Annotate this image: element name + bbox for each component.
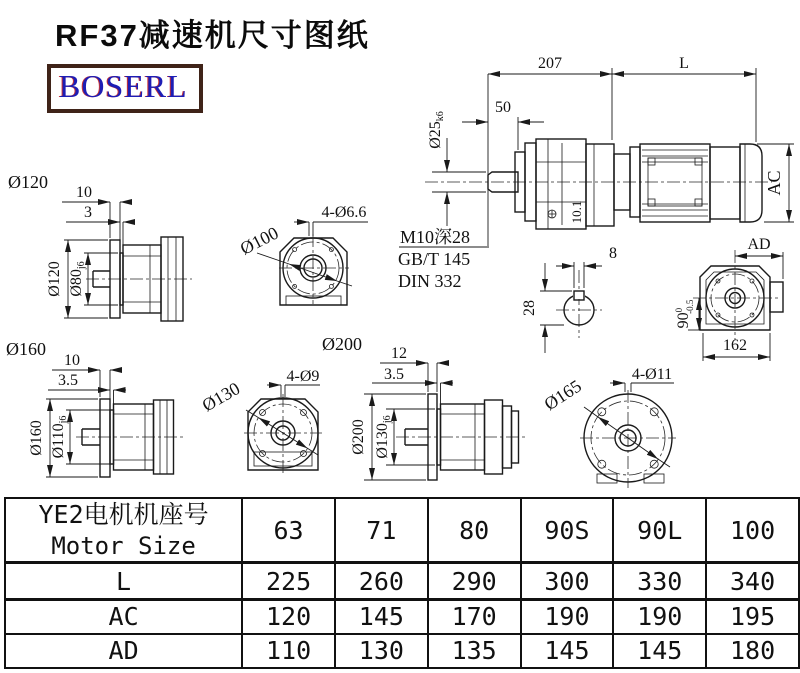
dim-f165-holes: 4-Ø11 bbox=[631, 366, 673, 383]
value-AC-63: 120 bbox=[242, 600, 335, 634]
value-L-90s: 300 bbox=[521, 563, 614, 600]
dim-rear-height-tol-lower: -0.5 bbox=[685, 299, 695, 314]
flange-view-120-side bbox=[8, 172, 192, 321]
dim-f200-fit: j6 bbox=[382, 415, 393, 424]
label-flange-200: Ø200 bbox=[322, 334, 362, 354]
dimension-table bbox=[4, 497, 800, 669]
note-standard-gbt: GB/T 145 bbox=[398, 249, 471, 269]
row-label-AD: AD bbox=[5, 634, 242, 668]
page-title: RF37减速机尺寸图纸 bbox=[55, 18, 370, 53]
dim-f200-lip: 3.5 bbox=[384, 366, 404, 383]
value-L-80: 290 bbox=[428, 563, 521, 600]
svg-text:Ø25k6 bbox=[427, 111, 446, 149]
motor-size-63: 63 bbox=[242, 498, 335, 563]
flange-view-100-front bbox=[237, 204, 368, 305]
motor-size-header-cell bbox=[5, 498, 242, 563]
motor-size-90l: 90L bbox=[613, 498, 706, 563]
dim-f160-outer: Ø160 bbox=[28, 420, 45, 456]
value-L-100: 340 bbox=[706, 563, 799, 600]
dim-207: 207 bbox=[538, 55, 562, 72]
dim-f120-thickness: 10 bbox=[76, 184, 92, 201]
svg-text:900-0.5 bbox=[674, 299, 695, 328]
table-row-AD bbox=[5, 634, 799, 668]
dim-key-height: 28 bbox=[521, 300, 538, 316]
dim-f200-outer: Ø200 bbox=[350, 419, 367, 455]
note-standard-din: DIN 332 bbox=[398, 271, 462, 291]
dim-50: 50 bbox=[495, 99, 511, 116]
table-header-row bbox=[5, 498, 799, 563]
dim-f165-circle: Ø165 bbox=[540, 375, 585, 415]
value-AD-80: 135 bbox=[428, 634, 521, 668]
svg-text:Ø80j6 bbox=[68, 261, 87, 296]
dim-f160-lip: 3.5 bbox=[58, 372, 78, 389]
dim-f130-circle: Ø130 bbox=[198, 378, 244, 416]
shaft-key-section-view bbox=[521, 245, 617, 353]
label-flange-120: Ø120 bbox=[8, 172, 48, 192]
value-AD-90s: 145 bbox=[521, 634, 614, 668]
dim-rear-height: 90 bbox=[675, 312, 692, 329]
value-AD-63: 110 bbox=[242, 634, 335, 668]
value-AC-90s: 190 bbox=[521, 600, 614, 634]
row-label-L: L bbox=[5, 563, 242, 600]
dim-f120-fit: j6 bbox=[76, 261, 87, 270]
dim-f200-spigot: Ø130 bbox=[374, 423, 391, 459]
dim-ac-label: AC bbox=[764, 170, 784, 196]
value-L-71: 260 bbox=[335, 563, 428, 600]
motor-size-90s: 90S bbox=[521, 498, 614, 563]
dim-f120-outer: Ø120 bbox=[46, 261, 63, 297]
value-AC-80: 170 bbox=[428, 600, 521, 634]
dim-f120-lip: 3 bbox=[84, 204, 92, 221]
motor-size-71: 71 bbox=[335, 498, 428, 563]
flange-view-165-front bbox=[541, 366, 676, 488]
flange-view-160-side bbox=[6, 339, 186, 477]
motor-size-80: 80 bbox=[428, 498, 521, 563]
motor-size-header-cn: YE2电机机座号 bbox=[38, 500, 209, 529]
dim-f100-circle: Ø100 bbox=[236, 222, 282, 259]
note-tap-hole: M10深28 bbox=[400, 227, 471, 247]
label-flange-160: Ø160 bbox=[6, 339, 46, 359]
svg-text:Ø110j6 bbox=[50, 416, 69, 459]
flange-view-200-side bbox=[322, 334, 528, 480]
value-AD-100: 180 bbox=[706, 634, 799, 668]
dim-rear-height-tol-upper: 0 bbox=[674, 307, 684, 313]
dim-f200-thickness: 12 bbox=[391, 345, 407, 362]
brand-logo-text: BOSERL bbox=[59, 68, 188, 104]
table-row-AC bbox=[5, 600, 799, 634]
motor-size-100: 100 bbox=[706, 498, 799, 563]
dim-internal: 10.1 bbox=[569, 200, 584, 224]
svg-text:Ø130j6 bbox=[374, 415, 393, 458]
dim-L: L bbox=[679, 55, 689, 72]
dim-f130-holes: 4-Ø9 bbox=[286, 368, 320, 385]
value-L-63: 225 bbox=[242, 563, 335, 600]
value-AC-90l: 190 bbox=[613, 600, 706, 634]
value-AD-71: 130 bbox=[335, 634, 428, 668]
motor-rear-view bbox=[674, 236, 783, 361]
value-L-90l: 330 bbox=[613, 563, 706, 600]
dim-ad-label: AD bbox=[747, 236, 771, 253]
dim-f160-fit: j6 bbox=[58, 415, 69, 424]
dim-shaft-diameter: Ø25 bbox=[427, 121, 444, 149]
value-AD-90l: 145 bbox=[613, 634, 706, 668]
dim-shaft-fit: k6 bbox=[435, 111, 446, 122]
dim-key-width: 8 bbox=[609, 245, 617, 262]
flange-view-130-front bbox=[199, 368, 322, 473]
table-row-L bbox=[5, 563, 799, 600]
dim-f160-thickness: 10 bbox=[64, 352, 80, 369]
dim-f120-spigot: Ø80 bbox=[68, 269, 85, 297]
row-label-AC: AC bbox=[5, 600, 242, 634]
dim-f100-holes: 4-Ø6.6 bbox=[321, 204, 367, 221]
dim-f160-spigot: Ø110 bbox=[50, 423, 67, 459]
value-AC-71: 145 bbox=[335, 600, 428, 634]
motor-size-header-en: Motor Size bbox=[51, 532, 196, 560]
dim-rear-width: 162 bbox=[723, 337, 747, 354]
value-AC-100: 195 bbox=[706, 600, 799, 634]
